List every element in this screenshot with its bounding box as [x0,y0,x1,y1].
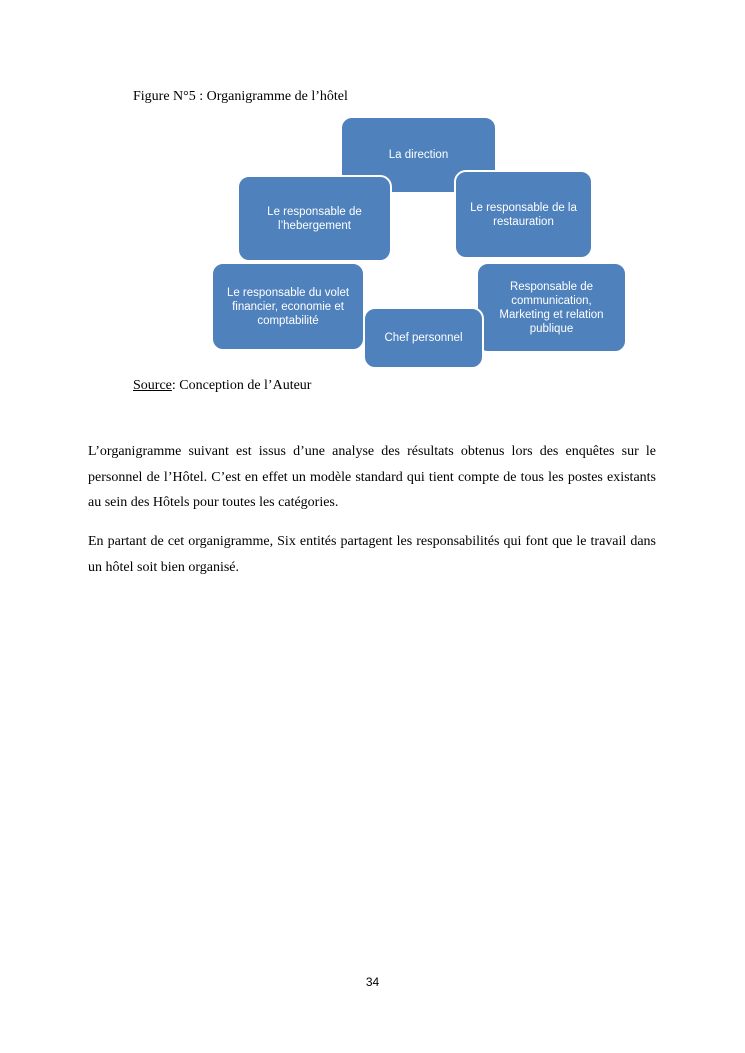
paragraph: L’organigramme suivant est issus d’une analyse des résultats obtenus lors des enquêtes sur le personnel de l’Hôtel. C’est en effet un modèle standard qui tient compte de tous les postes existants au sein des Hôtels pour toutes les catégories. [88,444,656,510]
figure-caption: Figure N°5 : Organigramme de l’hôtel [133,89,348,104]
paragraph: En partant de cet organigramme, Six entités partagent les responsabilités qui font que le travail dans un hôtel soit bien organisé. [88,534,656,575]
node-financier: Le responsable du volet financier, economie et comptabilité [211,262,365,351]
source-label: Source [133,378,172,393]
page-number: 34 [365,975,380,989]
figure-source [133,378,311,394]
node-direction: La direction [340,116,497,194]
node-restauration: Le responsable de la restauration [454,170,593,259]
source-text: : Conception de l’Auteur [171,378,312,393]
node-hebergement: Le responsable de l’hebergement [237,175,392,262]
node-communication: Responsable de communication, Marketing et relation publique [476,262,627,353]
node-chef-personnel: Chef personnel [363,307,484,369]
